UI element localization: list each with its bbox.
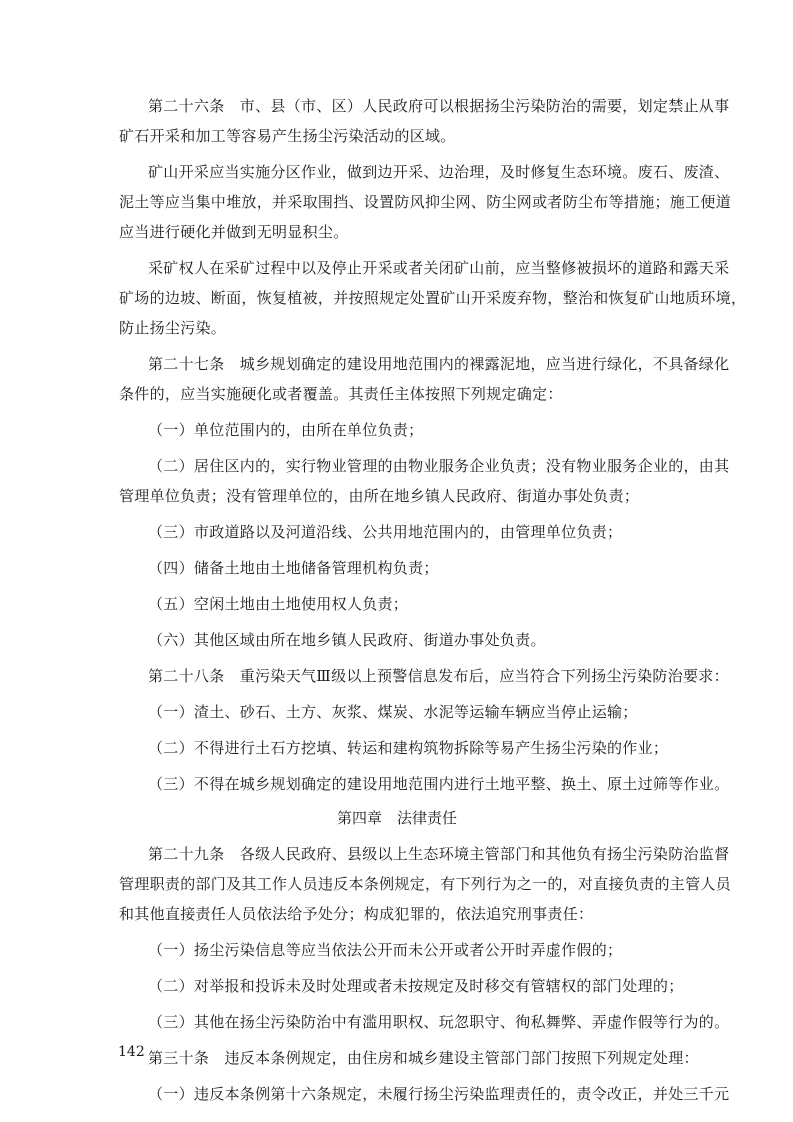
article-26 — [119, 91, 730, 151]
article-26-paragraph-3 — [119, 253, 747, 343]
text-line: 矿场的边坡、断面，恢复植被，并按照规定处置矿山开采废弃物，整治和恢复矿山地质环境， — [119, 289, 747, 307]
list-item: （二）不得进行土石方挖填、转运和建构筑物拆除等易产生扬尘污染的作业； — [148, 739, 669, 757]
article-27-item-6 — [148, 625, 675, 655]
article-27-item-3 — [148, 517, 675, 547]
article-28-item-1 — [148, 697, 675, 727]
article-29-item-3 — [148, 1007, 730, 1037]
article-28 — [148, 661, 729, 691]
article-29-item-2 — [148, 971, 684, 1001]
page-number: 142 — [118, 1044, 145, 1060]
list-item: （一）渣土、砂石、土方、灰浆、煤炭、水泥等运输车辆应当停止运输； — [148, 703, 638, 721]
list-item: （一）单位范围内的，由所在单位负责； — [148, 421, 424, 439]
text-line: 第二十六条 市、县（市、区）人民政府可以根据扬尘污染防治的需要，划定禁止从事 — [148, 97, 730, 115]
list-item: （二）对举报和投诉未及时处理或者未按规定及时移交有管辖权的部门处理的； — [148, 977, 684, 995]
text-line: 泥土等应当集中堆放，并采取围挡、设置防风抑尘网、防尘网或者防尘布等措施；施工便道 — [119, 193, 732, 211]
text-line: 管理职责的部门及其工作人员违反本条例规定，有下列行为之一的，对直接负责的主管人员 — [119, 875, 732, 893]
text-line: 采矿权人在采矿过程中以及停止开采或者关闭矿山前，应当整修被损坏的道路和露天采 — [148, 259, 730, 277]
text-line: 和其他直接责任人员依法给予处分；构成犯罪的，依法追究刑事责任： — [119, 905, 594, 923]
text-line: 应当进行硬化并做到无明显积尘。 — [119, 223, 349, 241]
list-item: （四）储备土地由土地储备管理机构负责； — [148, 559, 439, 577]
list-item-continuation: 管理单位负责；没有管理单位的，由所在地乡镇人民政府、街道办事处负责； — [119, 487, 640, 505]
text-line: 第二十九条 各级人民政府、县级以上生态环境主管部门和其他负有扬尘污染防治监督 — [148, 845, 730, 863]
text-line: 条件的，应当实施硬化或者覆盖。其责任主体按照下列规定确定： — [119, 385, 563, 403]
chapter-heading: 第四章 法律责任 — [336, 809, 457, 827]
article-27-item-2 — [119, 451, 730, 511]
text-line: 第三十条 违反本条例规定，由住房和城乡建设主管部门部门按照下列规定处理： — [148, 1049, 699, 1067]
list-item: （一）违反本条例第十六条规定，未履行扬尘污染监理责任的，责令改正，并处三千元 — [148, 1085, 730, 1103]
list-item: （一）扬尘污染信息等应当依法公开而未公开或者公开时弄虚作假的； — [148, 941, 623, 959]
text-line: 第二十七条 城乡规划确定的建设用地范围内的裸露泥地，应当进行绿化，不具备绿化 — [148, 355, 730, 373]
article-28-item-2 — [148, 733, 675, 763]
article-27-item-5 — [148, 589, 675, 619]
text-line: 第二十八条 重污染天气Ⅲ级以上预警信息发布后，应当符合下列扬尘污染防治要求： — [148, 667, 729, 685]
text-line: 矿山开采应当实施分区作业，做到边开采、边治理，及时修复生态环境。废石、废渣、 — [148, 163, 730, 181]
list-item: （三）市政道路以及河道沿线、公共用地范围内的，由管理单位负责； — [148, 523, 623, 541]
article-27 — [119, 349, 730, 409]
list-item: （五）空闲土地由土地使用权人负责； — [148, 595, 409, 613]
article-29-item-1 — [148, 935, 675, 965]
list-item: （三）其他在扬尘污染防治中有滥用职权、玩忽职守、徇私舞弊、弄虚作假等行为的。 — [148, 1013, 730, 1031]
article-30-item-1 — [148, 1079, 730, 1109]
text-line: 防止扬尘污染。 — [119, 319, 227, 337]
article-30 — [148, 1043, 699, 1073]
list-item: （二）居住区内的，实行物业管理的由物业服务企业负责；没有物业服务企业的，由其 — [148, 457, 730, 475]
article-27-item-4 — [148, 553, 675, 583]
list-item: （三）不得在城乡规划确定的建设用地范围内进行土地平整、换土、原土过筛等作业。 — [148, 775, 730, 793]
list-item: （六）其他区域由所在地乡镇人民政府、街道办事处负责。 — [148, 631, 546, 649]
article-29 — [119, 839, 732, 929]
article-27-item-1 — [148, 415, 675, 445]
text-line: 矿石开采和加工等容易产生扬尘污染活动的区域。 — [119, 127, 456, 145]
article-28-item-3 — [148, 769, 730, 799]
article-26-paragraph-2 — [119, 157, 732, 247]
